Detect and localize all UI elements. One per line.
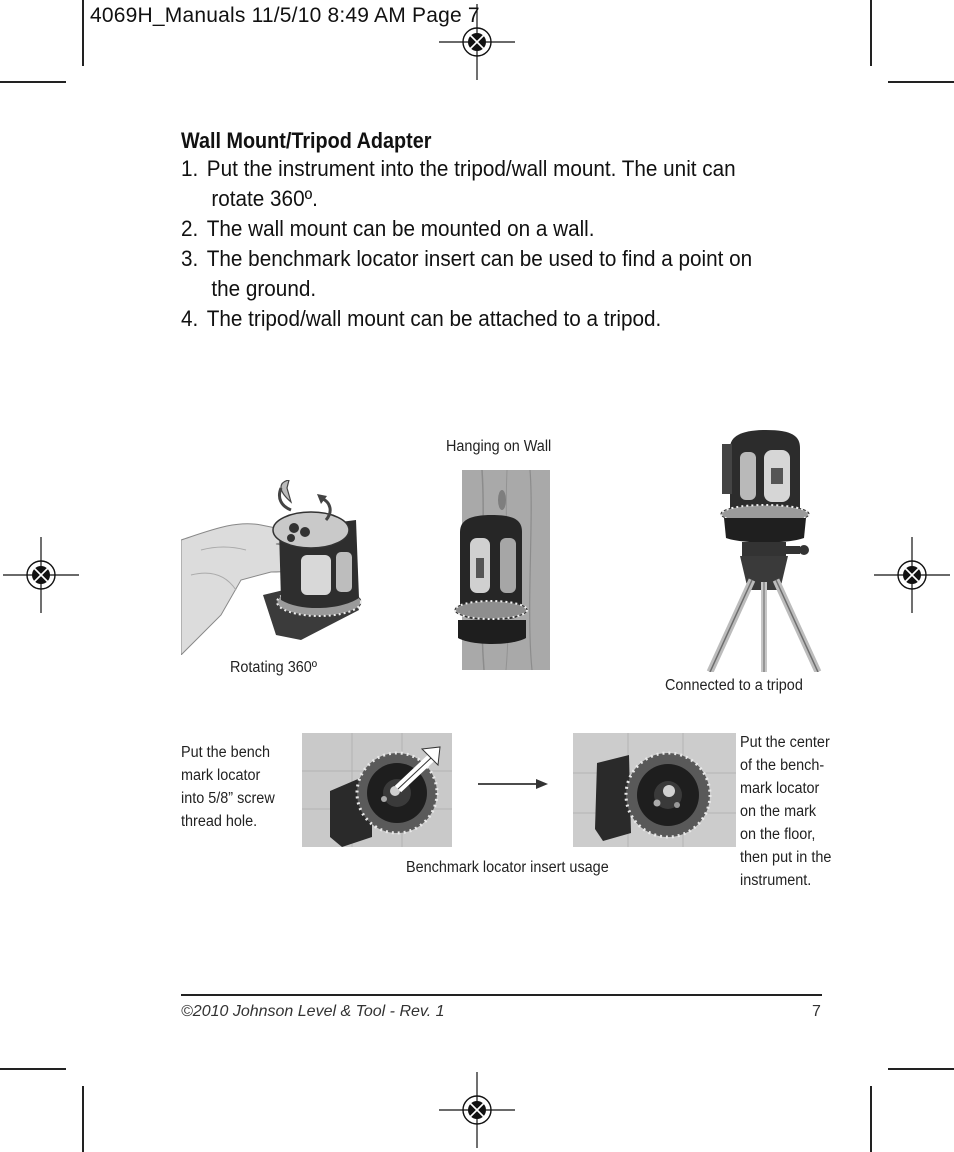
benchmark-photo-before	[302, 733, 452, 847]
left-note: Put the bench mark locator into 5/8” screw thread hole.	[181, 744, 275, 830]
benchmark-caption: Benchmark locator insert usage	[406, 859, 609, 876]
direction-arrow	[476, 776, 550, 792]
slug-line: 4069H_Manuals 11/5/10 8:49 AM Page 7	[90, 4, 480, 27]
instruction-step: 1. Put the instrument into the tripod/wall mount. The unit can rotate 360º.	[181, 156, 736, 211]
footer-rule	[181, 994, 822, 996]
tripod-caption: Connected to a tripod	[665, 677, 803, 694]
registration-mark-right	[872, 535, 952, 615]
registration-mark-top	[437, 2, 517, 82]
wall-caption: Hanging on Wall	[446, 438, 552, 455]
instruction-step: 3. The benchmark locator insert can be used to find a point on the ground.	[181, 246, 753, 301]
page-number: 7	[812, 1003, 821, 1020]
registration-mark-left	[1, 535, 81, 615]
copyright-text: ©2010 Johnson Level & Tool - Rev. 1	[181, 1003, 445, 1020]
instruction-list	[181, 154, 821, 334]
right-note: Put the center of the bench- mark locator on the mark on the floor, then put in the instrument.	[740, 734, 832, 889]
instruction-step: 4. The tripod/wall mount can be attached to a tripod.	[181, 306, 662, 331]
tripod-photo	[700, 430, 822, 672]
wall-mount-photo	[452, 470, 552, 670]
rotating-photo	[181, 480, 362, 655]
instruction-step: 2. The wall mount can be mounted on a wall.	[181, 216, 595, 241]
rotating-caption: Rotating 360º	[230, 659, 318, 676]
registration-mark-bottom	[437, 1070, 517, 1150]
benchmark-photo-after	[573, 733, 736, 847]
section-heading: Wall Mount/Tripod Adapter	[181, 128, 432, 153]
